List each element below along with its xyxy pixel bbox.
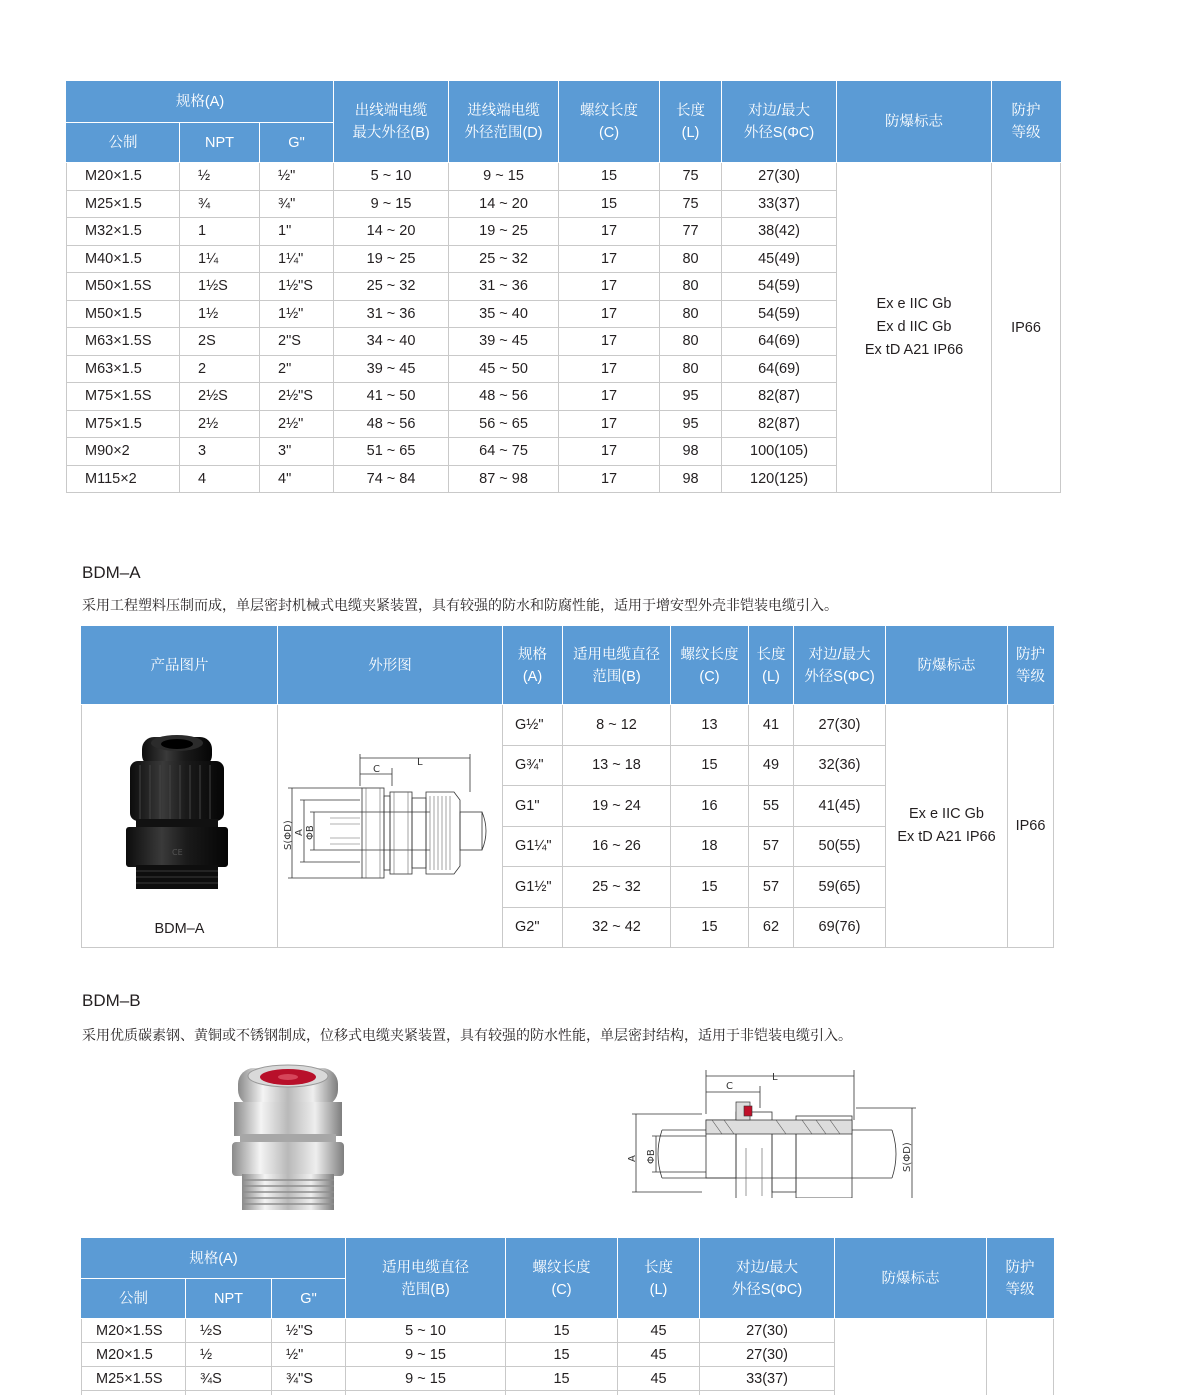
cell-g: 1½"S (260, 273, 334, 301)
cell-thread: 17 (559, 245, 660, 273)
cell-metric: M40×1.5 (67, 245, 180, 273)
cell-metric: M115×2 (67, 465, 180, 493)
cell-thread: 17 (559, 328, 660, 356)
cell-thread: 17 (559, 465, 660, 493)
cell-in-cable: 25 ~ 32 (449, 245, 559, 273)
cell-metric: M63×1.5S (67, 328, 180, 356)
cell-out-cable: 5 ~ 10 (334, 163, 449, 191)
spec-table-bdm-b (81, 1238, 1054, 1395)
cell-npt: ½ (180, 163, 260, 191)
header-npt: NPT (186, 1279, 272, 1319)
cell-metric: M75×1.5S (67, 383, 180, 411)
cell-thread: 17 (559, 383, 660, 411)
cell-in-cable: 9 ~ 15 (449, 163, 559, 191)
cell-metric: M63×1.5 (67, 355, 180, 383)
cell-across: 54(59) (722, 300, 837, 328)
cell-range: 9 ~ 15 (346, 1343, 506, 1367)
cell-length: 45 (618, 1367, 700, 1391)
cell-thread: 17 (559, 300, 660, 328)
cell-in-cable: 39 ~ 45 (449, 328, 559, 356)
cell-length: 57 (749, 867, 794, 908)
cell-thread: 17 (559, 410, 660, 438)
cell-g: 2½"S (260, 383, 334, 411)
cell-metric: M90×2 (67, 438, 180, 466)
cell-out-cable: 25 ~ 32 (334, 273, 449, 301)
bdm-b-description: 采用优质碳素钢、黄铜或不锈钢制成，位移式电缆夹紧装置，具有较强的防水性能，单层密封结构，适用于非铠装电缆引入。 (82, 1027, 852, 1043)
header-thread: 螺纹长度 (C) (671, 627, 749, 705)
header-range: 适用电缆直径 范围(B) (346, 1239, 506, 1319)
cell-length: 62 (749, 907, 794, 948)
cell-npt: 2½ (180, 410, 260, 438)
cell-across: 64(69) (722, 328, 837, 356)
header-ex: 防爆标志 (886, 627, 1008, 705)
cell-across: 38(42) (722, 218, 837, 246)
cell-length: 41 (749, 705, 794, 746)
ce-mark: CE (172, 848, 183, 857)
cell-across: 27(30) (700, 1319, 835, 1343)
cell-metric: M25×1.5 (67, 190, 180, 218)
cell-g: ¾"S (272, 1367, 346, 1391)
drawing-label-l: L (417, 757, 423, 768)
cell-npt: 3 (180, 438, 260, 466)
cell-thread: 15 (559, 190, 660, 218)
cell-out-cable: 39 ~ 45 (334, 355, 449, 383)
cell-out-cable: 31 ~ 36 (334, 300, 449, 328)
cell-npt: 1½ (180, 300, 260, 328)
cell-length: 80 (660, 300, 722, 328)
cell-metric: M20×1.5 (82, 1343, 186, 1367)
cell-across: 27(30) (722, 163, 837, 191)
cell-metric: M25×1.5S (82, 1367, 186, 1391)
header-length: 长度 (L) (660, 82, 722, 163)
cell-spec: G1" (503, 786, 563, 827)
ex-mark: Ex d IIC Gb (876, 319, 952, 335)
cell-npt: 2½S (180, 383, 260, 411)
cell-across: 120(125) (722, 465, 837, 493)
cell-thread: 15 (671, 867, 749, 908)
cell-across: 59(65) (794, 867, 886, 908)
cell-g: 2½" (260, 410, 334, 438)
cell-length: 95 (660, 410, 722, 438)
header-across: 对边/最大 外径S(ΦC) (794, 627, 886, 705)
bdm-b-product-photo (228, 1062, 348, 1214)
cell-g: ½"S (272, 1319, 346, 1343)
cell-range: 32 ~ 42 (563, 907, 671, 948)
ex-mark: Ex e IIC Gb (909, 806, 984, 822)
cell-length: 77 (660, 218, 722, 246)
cell-ex-marks (837, 163, 992, 493)
cell-g: 1½" (260, 300, 334, 328)
cell-across: 33(37) (700, 1367, 835, 1391)
cell-range: 8 ~ 12 (563, 705, 671, 746)
cell-ip: IP66 (992, 163, 1061, 493)
cell-g: 4" (260, 465, 334, 493)
cell-out-cable: 74 ~ 84 (334, 465, 449, 493)
cell-out-cable: 48 ~ 56 (334, 410, 449, 438)
cell-across: 82(87) (722, 410, 837, 438)
cell-across: 33(37) (722, 190, 837, 218)
bdm-a-description: 采用工程塑料压制而成，单层密封机械式电缆夹紧装置，具有较强的防水和防腐性能，适用于增安型外壳非铠装电缆引入。 (82, 597, 838, 613)
cell-thread: 13 (671, 705, 749, 746)
cell-metric: M50×1.5 (67, 300, 180, 328)
cell-spec: G½" (503, 705, 563, 746)
cell-metric: M20×1.5 (67, 163, 180, 191)
cell-in-cable: 64 ~ 75 (449, 438, 559, 466)
cell-range: 9 ~ 15 (346, 1367, 506, 1391)
cell-across: 45(49) (722, 245, 837, 273)
cell-thread: 18 (671, 826, 749, 867)
header-g: G" (272, 1279, 346, 1319)
drawing-label-a: A (627, 1155, 638, 1162)
header-shape: 外形图 (278, 627, 503, 705)
cell-out-cable: 19 ~ 25 (334, 245, 449, 273)
drawing-label-a: A (294, 829, 305, 836)
bdm-a-title: BDM–A (82, 563, 141, 582)
bdm-b-title: BDM–B (82, 991, 141, 1010)
ex-mark: Ex e IIC Gb (876, 296, 952, 312)
cell-npt: 1¼ (180, 245, 260, 273)
drawing-label-b: ΦB (646, 1149, 657, 1164)
ex-mark: Ex tD A21 IP66 (897, 829, 996, 845)
table-row (67, 163, 1061, 191)
cell-length: 80 (660, 273, 722, 301)
cell-across: 64(69) (722, 355, 837, 383)
cell-g: 3" (260, 438, 334, 466)
table-cell (618, 1391, 700, 1395)
cell-thread: 17 (559, 273, 660, 301)
cell-across: 32(36) (794, 745, 886, 786)
cell-spec: G1¼" (503, 826, 563, 867)
cell-ex-marks (835, 1319, 987, 1395)
cell-thread: 17 (559, 438, 660, 466)
cell-out-cable: 41 ~ 50 (334, 383, 449, 411)
header-npt: NPT (180, 123, 260, 163)
table-cell (186, 1391, 272, 1395)
cell-across: 54(59) (722, 273, 837, 301)
drawing-label-c: C (726, 1081, 733, 1092)
cell-metric: M32×1.5 (67, 218, 180, 246)
cell-length: 98 (660, 465, 722, 493)
cell-in-cable: 35 ~ 40 (449, 300, 559, 328)
table-cell (272, 1391, 346, 1395)
cell-out-cable: 51 ~ 65 (334, 438, 449, 466)
cell-in-cable: 45 ~ 50 (449, 355, 559, 383)
header-length: 长度 (L) (618, 1239, 700, 1319)
drawing-label-c: C (373, 764, 380, 775)
header-ip: 防护 等级 (987, 1239, 1054, 1319)
cell-in-cable: 87 ~ 98 (449, 465, 559, 493)
cell-range: 13 ~ 18 (563, 745, 671, 786)
header-ex: 防爆标志 (835, 1239, 987, 1319)
cell-g: ½" (260, 163, 334, 191)
header-ip: 防护 等级 (992, 82, 1061, 163)
cell-range: 19 ~ 24 (563, 786, 671, 827)
cell-thread: 15 (506, 1343, 618, 1367)
cell-length: 45 (618, 1343, 700, 1367)
drawing-label-s: S(ΦD) (902, 1142, 913, 1172)
header-photo: 产品图片 (82, 627, 278, 705)
header-across: 对边/最大 外径S(ΦC) (722, 82, 837, 163)
cell-length: 95 (660, 383, 722, 411)
bdm-a-product-photo (120, 733, 235, 893)
table-cell (346, 1391, 506, 1395)
cell-length: 75 (660, 163, 722, 191)
cell-out-cable: 14 ~ 20 (334, 218, 449, 246)
cell-in-cable: 14 ~ 20 (449, 190, 559, 218)
cell-length: 49 (749, 745, 794, 786)
cell-across: 27(30) (794, 705, 886, 746)
table-cell (82, 1391, 186, 1395)
cell-npt: ¾S (186, 1367, 272, 1391)
header-metric: 公制 (82, 1279, 186, 1319)
cell-length: 57 (749, 826, 794, 867)
cell-thread: 15 (671, 907, 749, 948)
header-length: 长度 (L) (749, 627, 794, 705)
cell-ip (987, 1319, 1054, 1395)
cell-npt: 1½S (180, 273, 260, 301)
cell-across: 82(87) (722, 383, 837, 411)
header-spec: 规格(A) (67, 82, 334, 123)
cell-thread: 15 (559, 163, 660, 191)
cell-range: 5 ~ 10 (346, 1319, 506, 1343)
header-metric: 公制 (67, 123, 180, 163)
header-across: 对边/最大 外径S(ΦC) (700, 1239, 835, 1319)
cell-npt: 4 (180, 465, 260, 493)
header-range: 适用电缆直径 范围(B) (563, 627, 671, 705)
drawing-label-l: L (772, 1072, 778, 1083)
cell-range: 25 ~ 32 (563, 867, 671, 908)
cell-npt: ¾ (180, 190, 260, 218)
cell-ex-marks (886, 705, 1008, 948)
cell-length: 80 (660, 245, 722, 273)
cell-range: 16 ~ 26 (563, 826, 671, 867)
ex-mark: Ex tD A21 IP66 (864, 342, 964, 358)
header-thread: 螺纹长度 (C) (559, 82, 660, 163)
cell-npt: 1 (180, 218, 260, 246)
cell-across: 69(76) (794, 907, 886, 948)
table-cell (506, 1391, 618, 1395)
cell-in-cable: 19 ~ 25 (449, 218, 559, 246)
header-in-cable: 进线端电缆 外径范围(D) (449, 82, 559, 163)
cell-across: 100(105) (722, 438, 837, 466)
cell-metric: M50×1.5S (67, 273, 180, 301)
cell-length: 80 (660, 328, 722, 356)
cell-spec: G2" (503, 907, 563, 948)
cell-g: ½" (272, 1343, 346, 1367)
cell-in-cable: 56 ~ 65 (449, 410, 559, 438)
header-ex: 防爆标志 (837, 82, 992, 163)
cell-thread: 17 (559, 355, 660, 383)
header-spec: 规格 (A) (503, 627, 563, 705)
cell-npt: ½ (186, 1343, 272, 1367)
drawing-label-b: ΦB (305, 825, 316, 840)
cell-metric: M75×1.5 (67, 410, 180, 438)
cell-across: 50(55) (794, 826, 886, 867)
cell-npt: ½S (186, 1319, 272, 1343)
cell-g: 2" (260, 355, 334, 383)
header-g: G" (260, 123, 334, 163)
cell-spec: G1½" (503, 867, 563, 908)
cell-length: 98 (660, 438, 722, 466)
cell-g: 1" (260, 218, 334, 246)
cell-g: ¾" (260, 190, 334, 218)
cell-g: 1¼" (260, 245, 334, 273)
table-cell (700, 1391, 835, 1395)
spec-table-main (66, 81, 1061, 493)
cell-across: 27(30) (700, 1343, 835, 1367)
table-row (82, 1319, 1054, 1343)
header-out-cable: 出线端电缆 最大外径(B) (334, 82, 449, 163)
cell-thread: 16 (671, 786, 749, 827)
cell-thread: 15 (506, 1319, 618, 1343)
cell-ip: IP66 (1008, 705, 1054, 948)
cell-across: 41(45) (794, 786, 886, 827)
cell-thread: 15 (506, 1367, 618, 1391)
bdm-b-outline-drawing (626, 1068, 922, 1198)
header-ip: 防护 等级 (1008, 627, 1054, 705)
cell-length: 80 (660, 355, 722, 383)
cell-length: 55 (749, 786, 794, 827)
cell-in-cable: 48 ~ 56 (449, 383, 559, 411)
cell-metric: M20×1.5S (82, 1319, 186, 1343)
cell-npt: 2S (180, 328, 260, 356)
header-spec: 规格(A) (82, 1239, 346, 1279)
cell-npt: 2 (180, 355, 260, 383)
cell-in-cable: 31 ~ 36 (449, 273, 559, 301)
cell-g: 2"S (260, 328, 334, 356)
cell-spec: G¾" (503, 745, 563, 786)
product-label: BDM–A (154, 921, 205, 937)
cell-thread: 17 (559, 218, 660, 246)
cell-out-cable: 9 ~ 15 (334, 190, 449, 218)
bdm-a-outline-drawing (280, 752, 502, 882)
cell-thread: 15 (671, 745, 749, 786)
cell-length: 45 (618, 1319, 700, 1343)
cell-out-cable: 34 ~ 40 (334, 328, 449, 356)
cell-length: 75 (660, 190, 722, 218)
drawing-label-s: S(ΦD) (283, 820, 294, 850)
header-thread: 螺纹长度 (C) (506, 1239, 618, 1319)
